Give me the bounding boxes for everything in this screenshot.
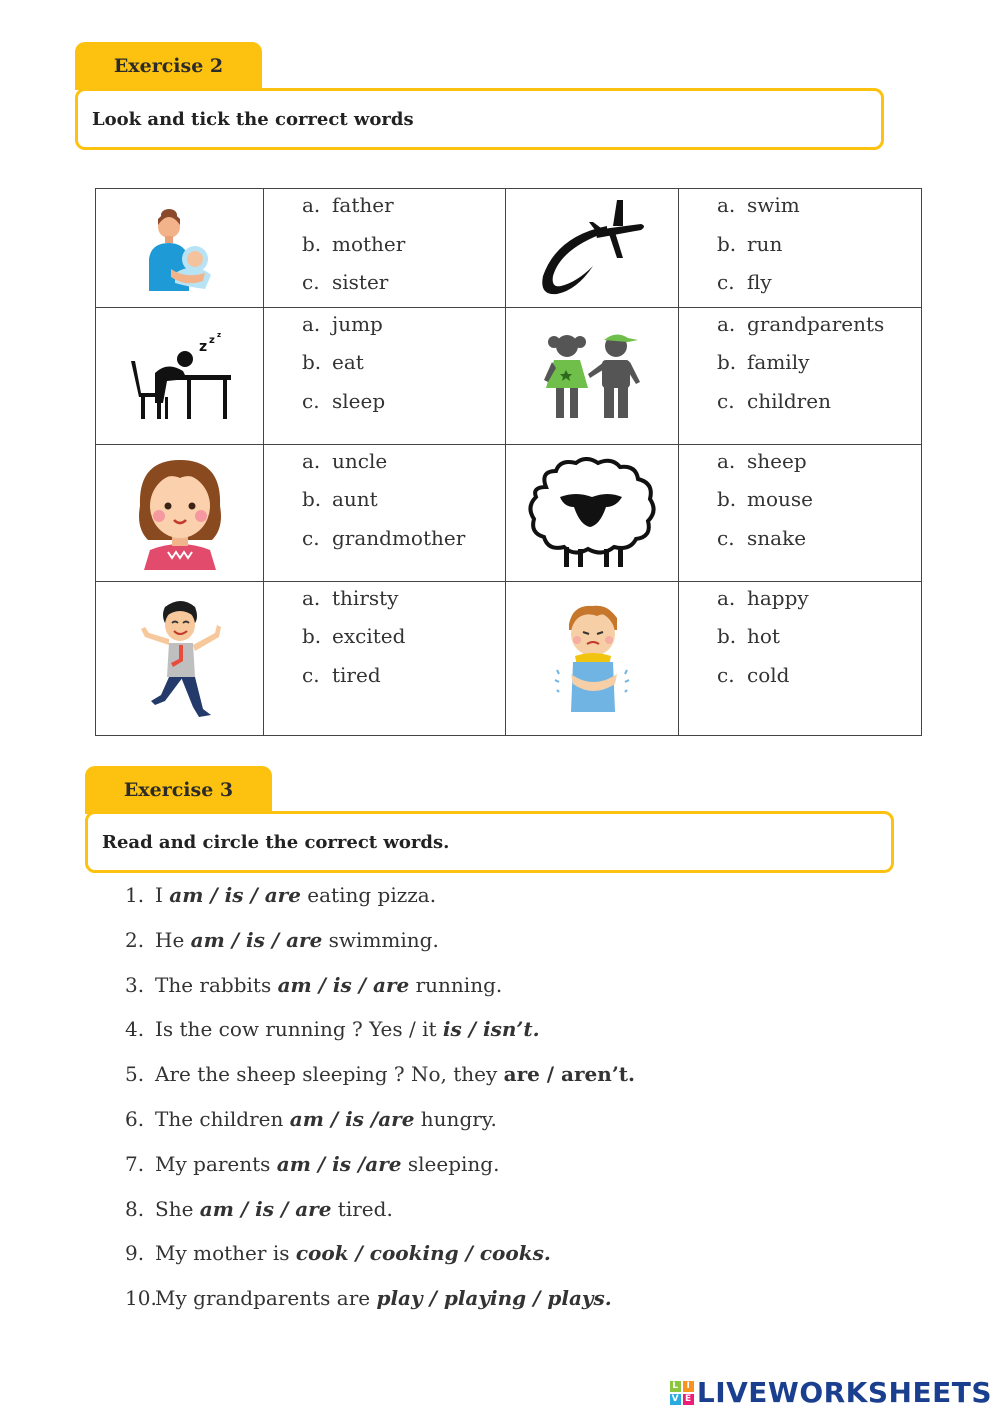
svg-text:z: z [216,330,221,339]
sentence-text-after: hungry. [414,1106,497,1131]
exercise-3-instruction-box [85,811,894,873]
option-item[interactable] [302,584,505,623]
picture-cell [506,189,679,308]
option-word: uncle [332,448,388,473]
sentence-text-before: Are the sheep sleeping ? No, they [155,1062,504,1087]
option-letter: c. [302,270,320,294]
option-letter: a. [302,448,321,473]
picture-cell [96,189,264,308]
sentence-number: 9. [125,1241,145,1266]
two-children-icon [542,330,642,422]
logo-block: I [683,1381,694,1392]
option-letter: b. [302,624,322,648]
option-letter: b. [717,350,737,374]
liveworksheets-logo [670,1376,992,1409]
sentence-text-before: My grandparents are [155,1286,377,1311]
sentence-number: 8. [125,1196,145,1221]
options-cell [264,307,506,444]
picture-cell [96,581,264,735]
logo-block: E [683,1394,694,1405]
sentence-text-after: eating pizza. [300,883,437,907]
answer-choices[interactable]: am / is / are [169,883,301,907]
option-letter: a. [302,311,321,336]
table-row [96,444,922,581]
answer-choices[interactable]: am / is /are [276,1151,402,1176]
picture-cell [96,307,264,444]
option-letter: a. [717,585,736,610]
option-item[interactable] [717,622,921,661]
option-word: sister [332,270,389,294]
options-cell [264,189,506,308]
mother-with-baby-icon [145,203,215,293]
sentence-number: 10. [125,1286,157,1311]
exercise-2-title: Exercise 2 [113,55,224,77]
logo-text: LIVEWORKSHEETS [696,1376,992,1409]
option-letter: b. [302,231,322,256]
exercise-3-title: Exercise 3 [123,779,234,801]
cold-boy-icon [547,600,637,716]
option-letter: a. [717,448,736,473]
table-row [96,307,922,444]
option-word: run [747,231,783,256]
sentence-item [125,1105,635,1150]
options-cell [679,444,922,581]
picture-cell [506,581,679,735]
answer-choices[interactable]: am / is / are [199,1196,332,1221]
sentence-text-before: Is the cow running ? Yes / it [155,1017,443,1042]
logo-blocks-icon [670,1381,694,1405]
option-word: swim [747,193,800,217]
sentence-text-after: tired. [331,1196,393,1221]
option-word: thirsty [332,585,399,610]
excited-boy-icon [137,597,223,719]
options-cell [264,581,506,735]
option-item[interactable] [717,310,921,349]
option-item[interactable] [302,485,505,524]
option-item[interactable] [302,191,505,230]
options-cell [679,581,922,735]
answer-choices[interactable]: cook / cooking / cooks. [295,1241,551,1266]
option-item[interactable] [302,230,505,269]
option-word: family [747,350,810,374]
answer-choices[interactable]: am / is / are [190,927,323,952]
option-item[interactable] [717,661,921,700]
option-item[interactable] [302,348,505,387]
option-word: snake [747,525,807,550]
svg-text:z: z [198,338,207,355]
sentence-text-before: My parents [155,1151,277,1176]
exercise-2-instruction-box [75,88,884,150]
sentence-item [125,1015,635,1060]
option-item[interactable] [717,447,921,486]
option-letter: b. [717,231,737,256]
option-item[interactable] [717,268,921,307]
sentence-number: 2. [125,927,145,952]
woman-face-icon [132,456,228,570]
sentence-number: 1. [125,883,145,907]
option-word: children [747,388,831,413]
option-word: tired [332,662,381,687]
option-word: aunt [332,487,378,511]
sentence-text-after: running. [409,972,503,997]
option-word: eat [332,350,364,374]
sentence-item [125,1150,635,1195]
sheep-icon [526,457,658,569]
option-item[interactable] [717,485,921,524]
exercise-2-table [95,188,922,736]
sentence-item [125,926,635,971]
sentence-item [125,971,635,1016]
exercise-3-instruction: Read and circle the correct words. [102,831,450,853]
option-item[interactable] [717,524,921,563]
option-letter: c. [717,388,735,413]
options-cell [679,307,922,444]
picture-cell [96,444,264,581]
sentence-item [125,1060,635,1105]
logo-block: V [671,1393,680,1404]
option-word: hot [747,624,780,648]
option-item[interactable] [717,348,921,387]
option-word: grandmother [332,525,466,550]
exercise-3-tab [85,766,272,814]
option-letter: c. [302,388,320,413]
sentence-text-after: sleeping. [401,1151,500,1176]
option-letter: c. [717,662,735,687]
exercise-2-instruction: Look and tick the correct words [92,108,414,130]
option-item[interactable] [717,191,921,230]
sentence-text-before: She [155,1196,200,1221]
answer-choices[interactable]: am / is /are [289,1106,415,1131]
option-word: cold [747,662,790,687]
option-letter: a. [717,193,736,217]
exercise-3-list [125,881,635,1329]
option-item[interactable] [302,622,505,661]
option-word: sheep [747,448,807,473]
option-word: happy [747,585,809,610]
option-item[interactable] [717,230,921,269]
option-item[interactable] [717,387,921,426]
option-letter: a. [302,585,321,610]
option-word: fly [747,270,772,294]
option-word: father [332,193,394,217]
option-word: sleep [332,388,386,413]
svg-text:z: z [208,334,215,346]
exercise-2-tab [75,42,262,90]
picture-cell [506,444,679,581]
sentence-text-before: The children [155,1106,290,1131]
option-letter: a. [302,193,321,217]
sentence-item [125,1239,635,1284]
answer-choices[interactable]: is / isn’t. [442,1017,540,1042]
sentence-text-before: My mother is [155,1241,296,1266]
sentence-text-before: He [155,927,191,952]
table-row [96,581,922,735]
table-row [96,189,922,308]
sentence-number: 5. [125,1062,145,1087]
option-item[interactable] [302,268,505,307]
sentence-number: 4. [125,1017,145,1042]
option-item[interactable] [302,310,505,349]
option-letter: c. [302,662,320,687]
option-letter: b. [302,350,322,374]
option-letter: c. [717,270,735,294]
options-cell [679,189,922,308]
option-word: jump [332,311,383,336]
airplane-flying-icon [537,196,647,300]
option-letter: c. [302,525,320,550]
option-letter: c. [717,525,735,550]
option-item[interactable] [302,387,505,426]
option-letter: b. [717,624,737,648]
picture-cell [506,307,679,444]
option-item[interactable] [302,524,505,563]
sentence-text-after: swimming. [322,927,439,952]
answer-choices[interactable]: play / playing / plays. [376,1286,612,1311]
sentence-number: 6. [125,1106,145,1131]
sentence-item [125,1284,635,1329]
sentence-text-before: I [155,883,170,907]
option-word: grandparents [747,311,885,336]
answer-choices[interactable]: are / aren’t. [503,1062,635,1087]
sentence-text-before: The rabbits [155,972,278,997]
option-word: excited [332,624,406,648]
option-item[interactable] [302,447,505,486]
sentence-number: 7. [125,1151,145,1176]
answer-choices[interactable]: am / is / are [277,972,410,997]
option-word: mouse [747,487,813,511]
option-letter: b. [717,487,737,511]
option-letter: b. [302,487,322,511]
logo-block: L [670,1381,681,1392]
sentence-number: 3. [125,972,145,997]
sentence-item [125,1195,635,1240]
option-letter: a. [717,311,736,336]
person-sleeping-at-desk-icon [127,331,233,421]
option-word: mother [332,231,406,256]
options-cell [264,444,506,581]
sentence-item [125,881,635,926]
option-item[interactable] [302,661,505,700]
option-item[interactable] [717,584,921,623]
